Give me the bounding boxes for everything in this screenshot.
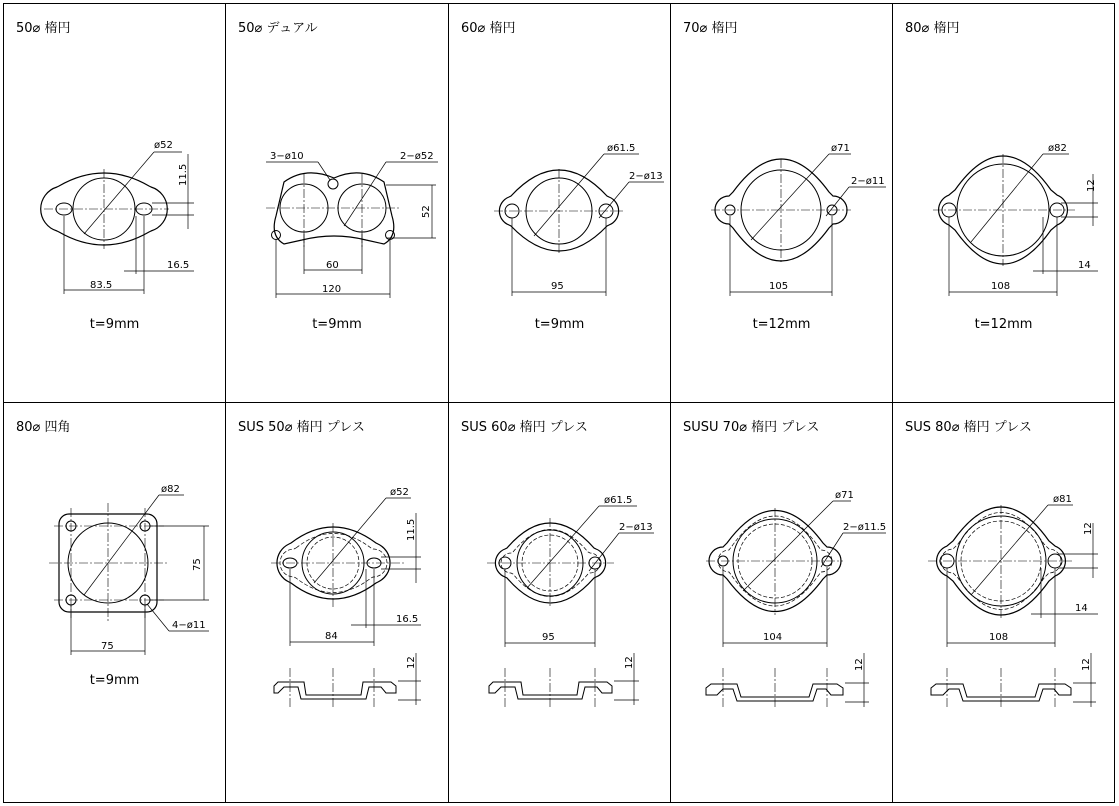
- flange-sus50-press-drawing: [226, 403, 450, 804]
- dim-diameter: ø61.5: [604, 495, 633, 506]
- dim-diameter: ø82: [1048, 143, 1067, 154]
- dim-hole-height: 12: [1086, 179, 1097, 192]
- dim-center: 105: [769, 281, 789, 292]
- dim-diameter: ø52: [390, 487, 409, 498]
- dim-center: 84: [325, 631, 338, 642]
- thickness-label: t=9mm: [89, 673, 140, 688]
- cell-title: SUS 60⌀ 楕円 プレス: [461, 420, 588, 435]
- dim-side-height: 12: [406, 656, 417, 669]
- dim-diameter: ø52: [154, 140, 173, 151]
- dim-outer: 120: [322, 284, 342, 295]
- cell-title: SUS 80⌀ 楕円 プレス: [905, 420, 1032, 435]
- dim-holes: 2−ø13: [619, 522, 653, 533]
- cell-title: 60⌀ 楕円: [461, 21, 516, 36]
- dim-holes: 2−ø13: [629, 171, 663, 182]
- dim-edge: 14: [1075, 603, 1088, 614]
- dim-center: 104: [763, 632, 783, 643]
- flange-sus80-press-drawing: [893, 403, 1116, 804]
- flange-60-oval-drawing: [449, 4, 672, 404]
- cell-70-oval: [670, 3, 893, 403]
- cell-50-dual: [225, 3, 449, 403]
- cell-sus50-press: [225, 402, 449, 803]
- dim-center: 95: [542, 632, 555, 643]
- dim-height: 75: [192, 558, 203, 571]
- thickness-label: t=12mm: [752, 317, 811, 332]
- cell-title: 50⌀ 楕円: [16, 21, 71, 36]
- flange-50-dual-drawing: [226, 4, 450, 404]
- dim-small-holes: 3−ø10: [270, 151, 304, 162]
- thickness-label: t=9mm: [312, 317, 362, 332]
- dim-holes: 2−ø11: [851, 176, 885, 187]
- dim-side-height: 12: [624, 656, 635, 669]
- dim-edge: 16.5: [396, 614, 419, 625]
- cell-title: SUSU 70⌀ 楕円 プレス: [683, 420, 820, 435]
- dim-width: 75: [101, 641, 114, 652]
- cell-sus60-press: [448, 402, 671, 803]
- flange-70-oval-drawing: [671, 4, 894, 404]
- cell-80-square: [3, 402, 226, 803]
- cell-title: 70⌀ 楕円: [683, 21, 738, 36]
- thickness-label: t=12mm: [974, 317, 1033, 332]
- flange-catalog-grid: [3, 3, 1115, 803]
- dim-height: 52: [421, 205, 432, 218]
- dim-center: 83.5: [90, 280, 113, 291]
- dim-diameter: ø61.5: [607, 143, 636, 154]
- dim-center: 95: [551, 281, 564, 292]
- dim-diameter: ø82: [161, 484, 180, 495]
- dim-big-holes: 2−ø52: [400, 151, 434, 162]
- dim-holes: 2−ø11.5: [843, 522, 887, 533]
- flange-80-square-drawing: [4, 403, 227, 804]
- cell-sus80-press: [892, 402, 1115, 803]
- dim-hole-height: 12: [1083, 522, 1094, 535]
- thickness-label: t=9mm: [89, 317, 140, 332]
- dim-diameter: ø71: [831, 143, 850, 154]
- cell-title: 80⌀ 楕円: [905, 21, 960, 36]
- dim-holes: 4−ø11: [172, 620, 206, 631]
- cell-title: SUS 50⌀ 楕円 プレス: [238, 420, 365, 435]
- dim-edge: 14: [1078, 260, 1091, 271]
- dim-side-height: 12: [854, 658, 865, 671]
- dim-inner: 60: [326, 260, 339, 271]
- cell-title: 50⌀ デュアル: [238, 21, 318, 36]
- cell-50-oval: [3, 3, 226, 403]
- dim-edge: 16.5: [167, 260, 190, 271]
- flange-80-oval-drawing: [893, 4, 1116, 404]
- cell-80-oval: [892, 3, 1115, 403]
- cell-title: 80⌀ 四角: [16, 420, 71, 435]
- dim-center: 108: [989, 632, 1009, 643]
- dim-hole-height: 11.5: [178, 163, 189, 186]
- dim-hole-height: 11.5: [406, 518, 417, 541]
- flange-sus60-press-drawing: [449, 403, 672, 804]
- dim-side-height: 12: [1081, 658, 1092, 671]
- flange-50-oval-drawing: [4, 4, 227, 404]
- thickness-label: t=9mm: [534, 317, 585, 332]
- dim-diameter: ø71: [835, 490, 854, 501]
- dim-center: 108: [991, 281, 1011, 292]
- dim-diameter: ø81: [1053, 494, 1072, 505]
- cell-60-oval: [448, 3, 671, 403]
- flange-sus70-press-drawing: [671, 403, 894, 804]
- cell-sus70-press: [670, 402, 893, 803]
